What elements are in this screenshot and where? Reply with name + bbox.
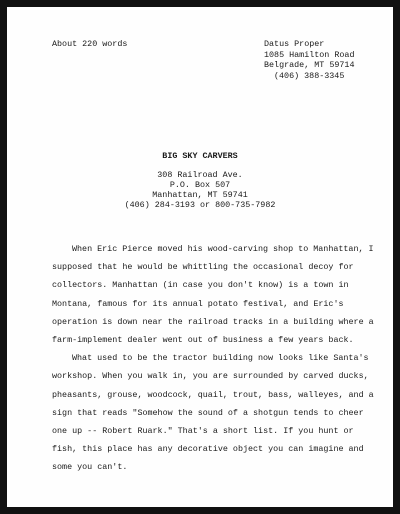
business-phones: (406) 284-3193 or 800-735-7982 bbox=[124, 200, 276, 210]
sender-address bbox=[264, 39, 354, 81]
sender-street: 1085 Hamilton Road bbox=[264, 49, 355, 60]
body-line: supposed that he would be whittling the occasional decoy for bbox=[52, 262, 354, 273]
document-page bbox=[7, 7, 393, 507]
body-line: What used to be the tractor building now looks like Santa's bbox=[72, 353, 369, 364]
business-name: BIG SKY CARVERS bbox=[162, 151, 238, 161]
body-line: one up -- Robert Ruark." That's a short list. If you hunt or bbox=[52, 426, 354, 437]
sender-city: Belgrade, MT 59714 bbox=[264, 60, 355, 70]
body-line: operation is down near the railroad tracks in a building where a bbox=[52, 316, 374, 327]
body-line: farm-implement dealer went out of business a few years back. bbox=[52, 335, 354, 346]
sender-name: Datus Proper bbox=[264, 39, 325, 49]
body-line: collectors. Manhattan (in case you don't know) is a town in bbox=[52, 280, 349, 291]
body-line: When Eric Pierce moved his wood-carving shop to Manhattan, I bbox=[72, 244, 374, 254]
word-count: About 220 words bbox=[52, 39, 128, 49]
body-line: pheasants, grouse, woodcock, quail, trout, bass, walleyes, and a bbox=[52, 389, 374, 400]
body-line: Montana, famous for its annual potato festival, and Eric's bbox=[52, 298, 344, 309]
business-street: 308 Railroad Ave. bbox=[157, 170, 243, 180]
body-line: fish, this place has any decorative object you can imagine and bbox=[52, 444, 364, 455]
sender-phone: (406) 388-3345 bbox=[274, 70, 345, 81]
business-po-box: P.O. Box 507 bbox=[169, 180, 231, 190]
body-line: sign that reads "Somehow the sound of a shotgun tends to cheer bbox=[52, 407, 364, 418]
business-city: Manhattan, MT 59741 bbox=[152, 190, 248, 200]
article-body bbox=[52, 240, 374, 477]
body-line: some you can't. bbox=[52, 462, 128, 473]
business-letterhead bbox=[7, 151, 393, 210]
body-line: workshop. When you walk in, you are surrounded by carved ducks, bbox=[52, 371, 369, 382]
